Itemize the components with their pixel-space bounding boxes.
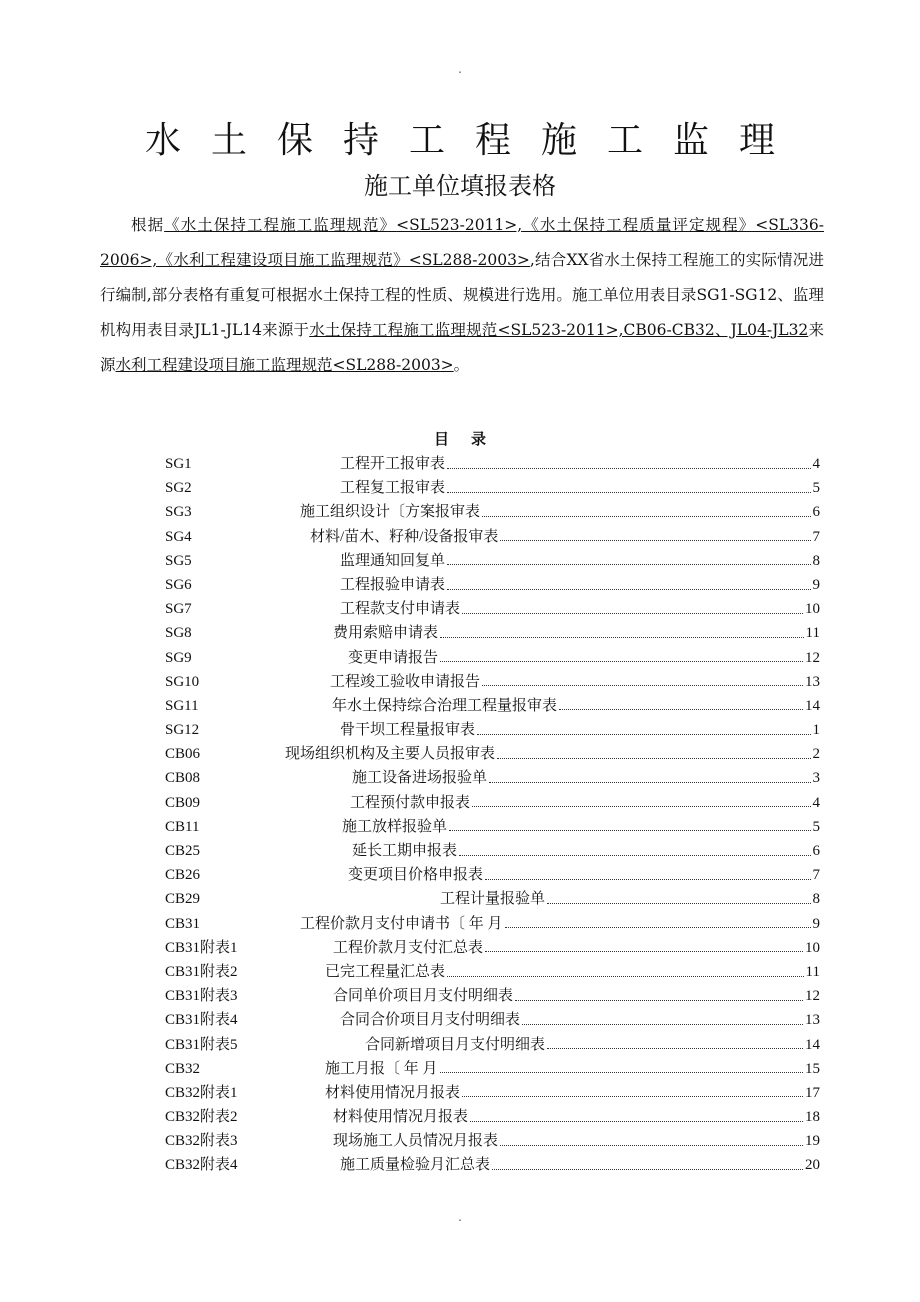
toc-entry-title: 已完工程量汇总表 [325, 963, 446, 980]
toc-entry-code: SG5 [165, 552, 192, 569]
toc-entry-title: 年水土保持综合治理工程量报审表 [332, 697, 558, 714]
toc-entry-title: 工程报验申请表 [340, 576, 446, 593]
page-title: 水土保持工程施工监理 [144, 120, 805, 161]
toc-entry-code: CB09 [165, 794, 201, 811]
page-subtitle: 施工单位填报表格 [364, 172, 556, 200]
toc-entry-title: 材料/苗木、籽种/设备报审表 [310, 528, 499, 545]
toc-entry-title: 费用索赔申请表 [333, 625, 439, 642]
toc-entry-code: CB08 [165, 770, 201, 787]
toc-entry-page: 8 [812, 891, 820, 908]
toc-entry-page: 5 [812, 480, 820, 497]
toc-entry-code: CB26 [165, 867, 201, 884]
toc-entry[interactable] [165, 525, 820, 549]
toc-dot-leader [447, 468, 810, 469]
toc-entry-page: 7 [812, 528, 820, 545]
toc-dot-leader [485, 879, 810, 880]
toc-entry-page: 5 [812, 818, 820, 835]
toc-entry[interactable] [165, 936, 820, 960]
toc-dot-leader [559, 709, 803, 710]
toc-entry-code: SG2 [165, 480, 192, 497]
toc-entry-title: 合同合价项目月支付明细表 [340, 1012, 521, 1029]
toc-entry-code: SG11 [165, 697, 199, 714]
toc-entry-page: 20 [805, 1157, 820, 1174]
toc-entry[interactable] [165, 500, 820, 524]
table-of-contents [165, 452, 820, 1178]
toc-entry[interactable] [165, 1153, 820, 1177]
toc-dot-leader [447, 492, 810, 493]
toc-dot-leader [447, 976, 804, 977]
toc-entry-title: 合同新增项目月支付明细表 [365, 1036, 546, 1053]
toc-entry-page: 1 [812, 722, 820, 739]
toc-entry[interactable] [165, 839, 820, 863]
toc-entry[interactable] [165, 791, 820, 815]
toc-dot-leader [440, 637, 804, 638]
toc-entry-title: 工程计量报验单 [440, 891, 546, 908]
toc-entry-code: SG7 [165, 601, 192, 618]
toc-entry[interactable] [165, 597, 820, 621]
toc-entry-code: CB31附表4 [165, 1012, 238, 1029]
toc-entry-page: 9 [812, 915, 820, 932]
toc-entry-title: 延长工期申报表 [352, 843, 458, 859]
toc-entry[interactable] [165, 863, 820, 887]
toc-entry-title: 施工设备进场报验单 [352, 770, 488, 787]
toc-dot-leader [462, 1096, 803, 1097]
toc-dot-leader [489, 782, 810, 783]
toc-entry-title: 工程竣工验收申请报告 [330, 673, 481, 690]
toc-entry[interactable] [165, 452, 820, 476]
toc-entry-page: 10 [805, 939, 820, 956]
toc-dot-leader [547, 1048, 803, 1049]
toc-entry-title: 变更申请报告 [348, 649, 439, 666]
toc-entry-page: 18 [805, 1109, 820, 1126]
toc-dot-leader [485, 951, 803, 952]
toc-dot-leader [482, 685, 803, 686]
toc-dot-leader [470, 1121, 803, 1122]
toc-entry-code: CB32附表1 [165, 1084, 238, 1101]
toc-entry-code: SG6 [165, 576, 192, 593]
header-mark: . [458, 62, 462, 76]
intro-ref-sl288: 《水利工程建设项目施工监理规范》<SL288-2003> [157, 251, 530, 269]
toc-entry-code: CB06 [165, 746, 201, 763]
toc-entry-code: CB31附表3 [165, 988, 238, 1005]
toc-entry[interactable] [165, 1129, 820, 1153]
toc-entry-page: 11 [805, 625, 820, 642]
toc-dot-leader [500, 1145, 803, 1146]
toc-dot-leader [462, 613, 803, 614]
toc-entry-code: CB32附表2 [165, 1109, 238, 1126]
toc-dot-leader [472, 806, 810, 807]
toc-entry-code: SG1 [165, 456, 192, 472]
toc-dot-leader [492, 1169, 803, 1170]
toc-entry-code: SG12 [165, 722, 200, 739]
toc-entry-title: 现场组织机构及主要人员报审表 [285, 746, 496, 763]
toc-entry-code: CB11 [165, 818, 200, 835]
toc-entry[interactable] [165, 887, 820, 911]
toc-dot-leader [515, 1000, 803, 1001]
toc-entry-code: CB32附表3 [165, 1133, 238, 1150]
toc-dot-leader [522, 1024, 803, 1025]
toc-entry[interactable] [165, 549, 820, 573]
toc-entry-title: 工程价款月支付申请书〔 年 月 [300, 915, 503, 932]
toc-entry-page: 10 [805, 601, 820, 618]
toc-entry-title: 施工组织设计〔方案报审表 [300, 504, 481, 521]
intro-ref-sl336: 《水土保持工程质量评定规程》<SL336-2006>, [100, 216, 824, 269]
toc-dot-leader [459, 855, 810, 856]
toc-entry-title: 工程预付款申报表 [350, 794, 471, 811]
toc-entry-title: 工程价款月支付汇总表 [333, 939, 484, 956]
toc-entry-page: 4 [812, 456, 820, 472]
toc-entry-page: 12 [805, 649, 820, 666]
toc-entry-title: 监理通知回复单 [340, 552, 446, 569]
toc-entry-title: 工程款支付申请表 [340, 601, 461, 618]
toc-entry[interactable] [165, 621, 820, 645]
toc-entry[interactable] [165, 766, 820, 790]
toc-entry-title: 材料使用情况月报表 [325, 1084, 461, 1101]
toc-entry-title: 施工月报〔 年 月 [325, 1060, 438, 1077]
toc-entry-title: 现场施工人员情况月报表 [333, 1133, 499, 1150]
toc-entry-title: 施工质量检验月汇总表 [340, 1157, 491, 1174]
intro-text: 。 [453, 356, 470, 374]
toc-entry-code: CB31附表5 [165, 1036, 238, 1053]
toc-dot-leader [547, 903, 810, 904]
footer-mark: . [458, 1210, 462, 1224]
toc-dot-leader [505, 927, 811, 928]
toc-entry[interactable] [165, 912, 820, 936]
toc-entry[interactable] [165, 984, 820, 1008]
toc-entry-code: SG10 [165, 673, 200, 690]
toc-heading: 目录 [433, 430, 508, 448]
toc-entry[interactable] [165, 694, 820, 718]
toc-entry-page: 2 [812, 746, 820, 763]
toc-dot-leader [500, 540, 810, 541]
toc-entry-title: 骨干坝工程量报审表 [340, 722, 476, 739]
toc-entry[interactable] [165, 573, 820, 597]
toc-dot-leader [482, 516, 810, 517]
toc-entry[interactable] [165, 670, 820, 694]
intro-ref-sl288-source: 水利工程建设项目施工监理规范<SL288-2003> [115, 356, 454, 374]
toc-entry-title: 变更项目价格申报表 [348, 867, 484, 884]
toc-entry[interactable] [165, 1105, 820, 1129]
toc-dot-leader [449, 830, 810, 831]
toc-entry[interactable] [165, 646, 820, 670]
toc-entry[interactable] [165, 1008, 820, 1032]
toc-entry-title: 合同单价项目月支付明细表 [333, 988, 514, 1005]
toc-entry-title: 工程复工报审表 [340, 480, 446, 497]
toc-entry-title: 材料使用情况月报表 [333, 1109, 469, 1126]
intro-text: 根据 [131, 216, 165, 234]
toc-entry-page: 12 [805, 988, 820, 1005]
toc-entry-page: 17 [805, 1084, 820, 1101]
toc-dot-leader [447, 589, 810, 590]
toc-entry-page: 4 [812, 794, 820, 811]
toc-entry-code: SG4 [165, 528, 192, 545]
toc-entry-page: 14 [805, 1036, 820, 1053]
toc-entry-page: 6 [812, 504, 820, 521]
toc-entry[interactable] [165, 960, 820, 984]
intro-text: 来源 [100, 321, 824, 374]
toc-dot-leader [440, 1072, 803, 1073]
toc-entry-page: 19 [805, 1133, 820, 1150]
intro-ref-sl523-title: 《水土保持工程施工监理规范》 [164, 216, 397, 234]
toc-entry-code: SG3 [165, 504, 192, 521]
toc-entry[interactable] [165, 815, 820, 839]
toc-entry[interactable] [165, 1033, 820, 1057]
intro-text: ,结合XX省水土保持工程施工的实际情况进行编制,部分表格有重复可根据水土保持工程的性质、规模进行选用。施工单位用表目录SG1-SG12、监理机构用表目录JL1-JL14来源于 [100, 251, 825, 339]
toc-entry-page: 13 [805, 1012, 820, 1029]
toc-entry-page: 9 [812, 576, 820, 593]
toc-entry[interactable] [165, 718, 820, 742]
intro-ref-sl523-code: <SL523-2011>, [396, 216, 523, 234]
toc-entry-page: 8 [812, 552, 820, 569]
toc-entry-title: 工程开工报审表 [340, 456, 446, 472]
toc-dot-leader [477, 734, 810, 735]
intro-ref-sl523-source: 水土保持工程施工监理规范<SL523-2011>,CB06-CB32、JL04-JL32 [309, 321, 809, 339]
toc-entry-page: 15 [805, 1060, 820, 1077]
toc-entry-title: 施工放样报验单 [342, 818, 448, 835]
toc-dot-leader [497, 758, 810, 759]
toc-entry-page: 6 [812, 843, 820, 859]
toc-entry-code: CB32附表4 [165, 1157, 238, 1174]
toc-entry[interactable] [165, 476, 820, 500]
toc-entry-page: 3 [812, 770, 820, 787]
toc-entry-code: SG9 [165, 649, 192, 666]
toc-entry-code: CB32 [165, 1060, 201, 1077]
toc-entry-code: SG8 [165, 625, 192, 642]
toc-entry-page: 14 [805, 697, 820, 714]
toc-entry-code: CB31附表2 [165, 963, 238, 980]
toc-entry[interactable] [165, 1081, 820, 1105]
toc-dot-leader [447, 564, 810, 565]
toc-entry[interactable] [165, 742, 820, 766]
intro-paragraph [100, 208, 824, 383]
toc-entry-page: 11 [805, 963, 820, 980]
toc-entry-code: CB29 [165, 891, 201, 908]
toc-entry-page: 13 [805, 673, 820, 690]
toc-entry-code: CB25 [165, 843, 201, 859]
toc-entry[interactable] [165, 1057, 820, 1081]
toc-entry-page: 7 [812, 867, 820, 884]
toc-dot-leader [440, 661, 803, 662]
toc-entry-code: CB31附表1 [165, 939, 238, 956]
toc-entry-code: CB31 [165, 915, 201, 932]
